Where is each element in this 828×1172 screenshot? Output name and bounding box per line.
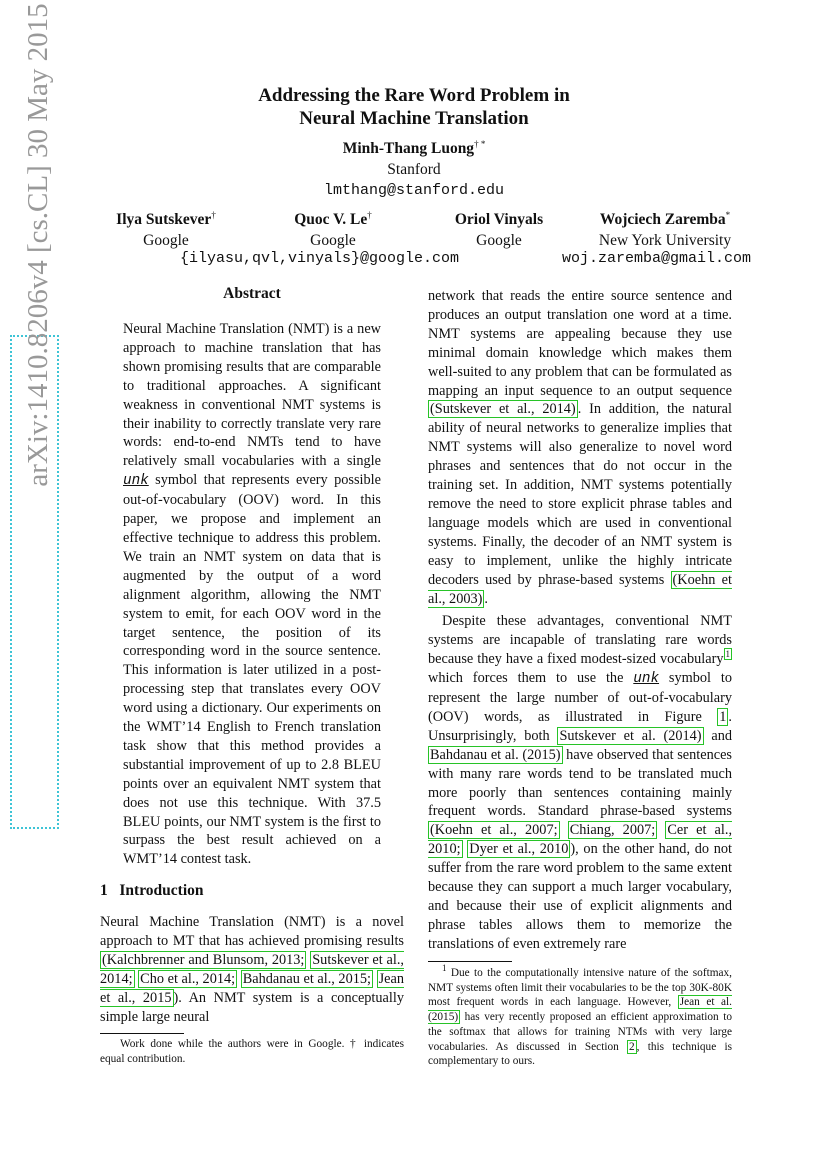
footnote-text-a: Due to the computationally intensive nature of the softmax, NMT systems often limit their vocabularies to be the top 30K-80K most frequent words in each language. However, bbox=[428, 967, 732, 1009]
figure-1-link[interactable]: 1 bbox=[719, 708, 727, 725]
author-affiliation: New York University bbox=[598, 232, 732, 249]
footnote-text-c: , this technique is complementary to ours. bbox=[428, 1040, 732, 1068]
intro-text-a: Neural Machine Translation (NMT) is a novel approach to MT that has achieved promising results bbox=[100, 914, 404, 949]
cite-kalchbrenner[interactable]: (Kalchbrenner and Blunsom, 2013; bbox=[102, 951, 305, 968]
cite-bahdanau-2015[interactable]: Bahdanau et al. (2015) bbox=[430, 746, 561, 763]
google-email: {ilyasu,qvl,vinyals}@google.com bbox=[180, 250, 460, 267]
right-column-body bbox=[428, 287, 732, 954]
cite-dyer[interactable]: Dyer et al., 2010 bbox=[469, 841, 569, 858]
intro-paragraph bbox=[100, 913, 404, 1026]
right-text-e: which forces them to use the bbox=[428, 670, 634, 687]
cite-chiang[interactable]: Chiang, 2007; bbox=[569, 822, 656, 839]
arxiv-identifier: arXiv:1410.8206v4 [cs.CL] 30 May 2015 bbox=[22, 3, 54, 487]
right-footnote bbox=[428, 963, 733, 1069]
left-footnote: Work done while the authors were in Google. † indicates equal contribution. bbox=[100, 1038, 404, 1065]
lead-author-email: lmthang@stanford.edu bbox=[323, 182, 505, 199]
intro-heading-text: Introduction bbox=[119, 882, 204, 899]
lead-author-marks: † * bbox=[474, 138, 486, 149]
right-text-h: and bbox=[703, 727, 733, 744]
footnote-rule-right bbox=[428, 961, 512, 962]
footnote-text-b: has very recently proposed an efficient approximation to the softmax that allows for training NTMs with very large vocabularies. As discussed in Section bbox=[428, 1011, 732, 1053]
right-text-b: . In addition, the natural ability of neural networks to generalize implies that NMT systems will also generalize to novel word phrases and sentences that do not occur in the training set. In addition, NMT systems potentially remove the need to store explicit phrase tables and language models which are used in conventional systems. Finally, the decoder of an NMT system is easy to implement, unlike the highly intricate decoders used by phrase-based systems bbox=[428, 401, 732, 588]
author-affiliation: Google bbox=[310, 232, 356, 249]
footnote-1-link[interactable]: 1 bbox=[725, 649, 730, 660]
cite-bahdanau[interactable]: Bahdanau et al., 2015; bbox=[242, 970, 371, 987]
author-sutskever bbox=[100, 209, 232, 251]
lead-author-affiliation: Stanford bbox=[387, 161, 441, 178]
paper-title bbox=[0, 84, 828, 130]
cite-jean[interactable]: Jean et al., 2015 bbox=[100, 970, 404, 1006]
unk-token: unk bbox=[123, 473, 149, 490]
right-text-j: ), on the other hand, do not suffer from the rare word problem to the same extent because they can support a much larger vocabulary, and because their use of explicit alignments and phrase tables allows them to memorize the translations of even extremely rare bbox=[428, 841, 733, 952]
cite-sutskever-2014[interactable]: Sutskever et al. (2014) bbox=[559, 727, 702, 744]
cite-jean-footnote[interactable]: Jean et al. (2015) bbox=[428, 996, 733, 1024]
unk-token-right: unk bbox=[633, 671, 660, 688]
right-text-g: . Unsurprisingly, both bbox=[428, 708, 732, 744]
author-mark: † bbox=[211, 209, 216, 220]
cite-sutskever[interactable]: Sutskever et al., 2014; bbox=[100, 951, 404, 987]
lead-author-block bbox=[0, 138, 828, 201]
author-name: Quoc V. Le bbox=[294, 211, 368, 228]
author-mark: * bbox=[725, 209, 731, 220]
cite-koehn-2003[interactable]: (Koehn et al., 2003) bbox=[428, 571, 732, 607]
right-text-i: have observed that sentences with many rare words tend to be translated much more poorly than sentences containing mainly frequent words. Standard phrase-based systems bbox=[428, 746, 732, 820]
cite-koehn-2007[interactable]: (Koehn et al., 2007; bbox=[430, 822, 558, 839]
author-vinyals bbox=[430, 209, 568, 251]
abstract-body bbox=[123, 320, 381, 869]
intro-heading bbox=[100, 882, 204, 900]
author-mark: † bbox=[367, 209, 372, 220]
lead-author-name: Minh-Thang Luong bbox=[342, 140, 475, 157]
section-2-link[interactable]: 2 bbox=[629, 1040, 635, 1053]
author-name: Oriol Vinyals bbox=[454, 211, 544, 228]
title-line-2: Neural Machine Translation bbox=[299, 108, 529, 129]
cite-sutskever-right[interactable]: (Sutskever et al., 2014) bbox=[430, 401, 576, 418]
abstract-heading: Abstract bbox=[223, 285, 281, 302]
footnote-rule-left bbox=[100, 1033, 184, 1034]
intro-heading-number: 1 bbox=[100, 882, 108, 899]
nyu-email: woj.zaremba@gmail.com bbox=[562, 250, 752, 267]
author-name: Wojciech Zaremba bbox=[599, 211, 726, 228]
cite-cho[interactable]: Cho et al., 2014; bbox=[140, 970, 236, 987]
author-le bbox=[272, 209, 394, 251]
footnote-mark: 1 bbox=[442, 963, 447, 974]
cite-cer[interactable]: Cer et al., 2010; bbox=[428, 822, 733, 858]
author-name: Ilya Sutskever bbox=[116, 211, 212, 228]
right-text-d: Despite these advantages, conventional NMT systems are incapable of translating rare words because they have a fixed modest-sized vocabulary bbox=[428, 613, 732, 668]
author-zaremba bbox=[580, 209, 750, 251]
title-line-1: Addressing the Rare Word Problem in bbox=[258, 85, 570, 106]
abstract-text-1: Neural Machine Translation (NMT) is a new approach to machine translation that has shown promising results that are comparable to traditional approaches. A significant weakness in conventional NMT systems is their inability to correctly translate very rare words: end-to-end NMTs tend to have relatively small vocabularies with a single bbox=[123, 321, 381, 470]
author-affiliation: Google bbox=[143, 232, 189, 249]
right-text-a: network that reads the entire source sentence and produces an output translation one word at a time. NMT systems are appealing because they use minimal domain knowledge which makes them well-suited to any problem that can be formulated as mapping an input sequence to an output sequence bbox=[428, 288, 732, 399]
right-text-c: . bbox=[484, 590, 488, 607]
abstract-text-2: symbol that represents every possible out-of-vocabulary (OOV) word. In this paper, we propose and implement an effective technique to address this problem. We train an NMT system on data that is augmented by the output of a word alignment algorithm, allowing the NMT system to emit, for each OOV word in the target sentence, the position of its corresponding word in the source sentence. This information is later utilized in a post-processing step that translates every OOV word using a dictionary. Our experiments on the WMT’14 English to French translation task show that this method provides a substantial improvement of up to 2.8 BLEU points over an equivalent NMT system that does not use this technique. With 37.5 BLEU points, our NMT system is the first to surpass the best result achieved on a WMT’14 contest task. bbox=[123, 472, 381, 868]
intro-text-b: ). An NMT system is a conceptually simple large neural bbox=[100, 989, 404, 1025]
right-text-f: symbol to represent the large number of out-of-vocabulary (OOV) words, as illustrated in Figure bbox=[428, 670, 732, 725]
author-affiliation: Google bbox=[476, 232, 522, 249]
